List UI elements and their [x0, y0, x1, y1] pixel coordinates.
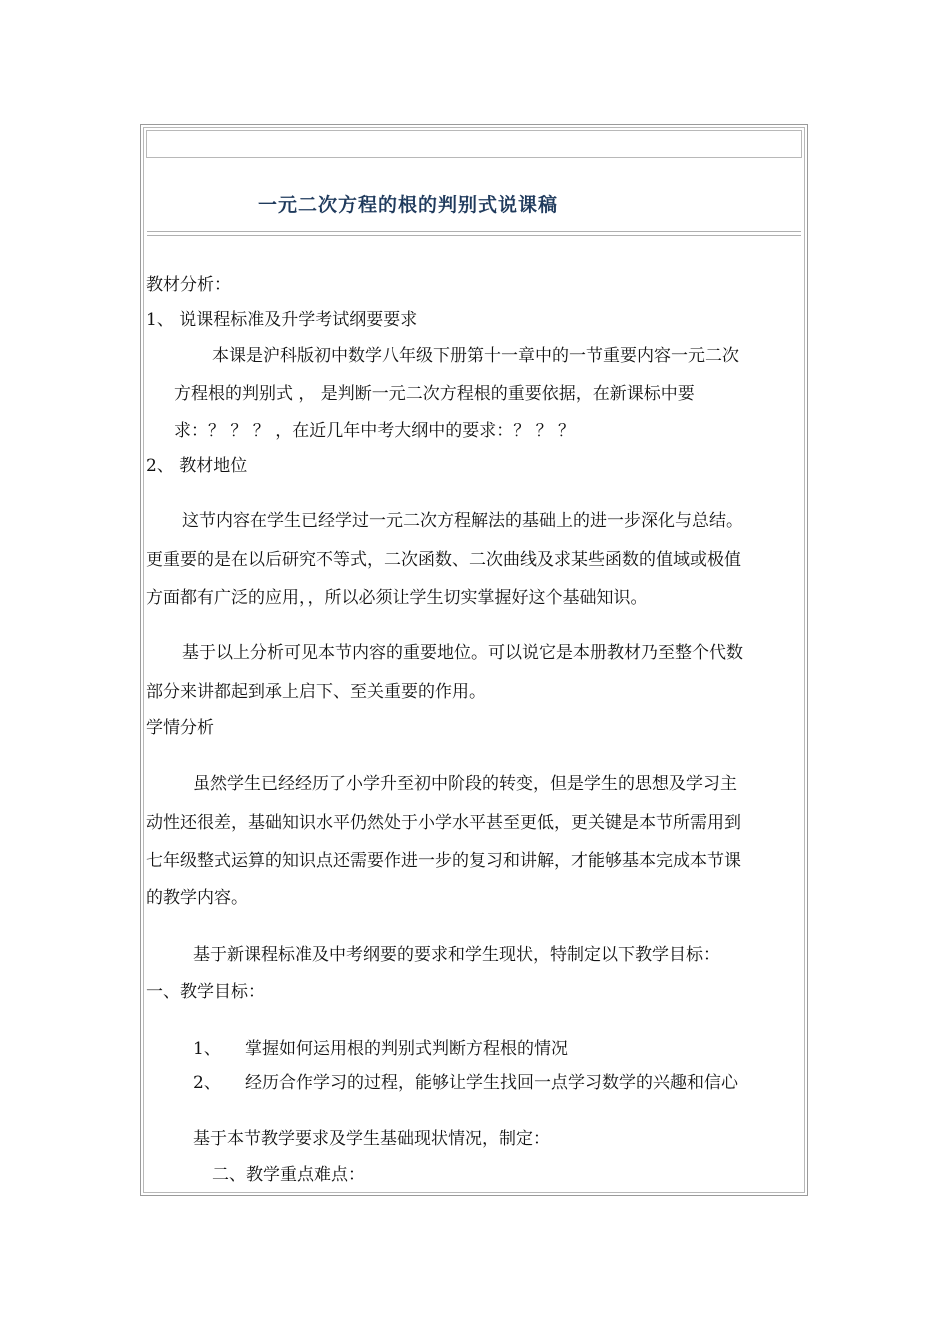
- paragraph-line: 动性还很差，基础知识水平仍然处于小学水平甚至更低，更关键是本节所需用到: [146, 813, 741, 833]
- subsection-heading: 1、 说课程标准及升学考试纲要要求: [146, 310, 418, 330]
- paragraph-line: 的教学内容。: [146, 888, 248, 908]
- paragraph-line: 求：？ ？ ？ ，在近几年中考大纲中的要求：？ ？ ？: [174, 421, 576, 441]
- section-heading: 学情分析: [146, 718, 214, 738]
- paragraph-line: 更重要的是在以后研究不等式，二次函数、二次曲线及求某些函数的值域或极值: [146, 550, 741, 570]
- list-number: 1、: [193, 1039, 221, 1059]
- paragraph-line: 基于新课程标准及中考纲要的要求和学生现状，特制定以下教学目标：: [193, 945, 720, 965]
- title-rule-top: [147, 231, 801, 232]
- section-heading: 二、教学重点难点：: [212, 1165, 365, 1185]
- header-cell: [146, 130, 802, 158]
- paragraph-line: 方程根的判别式 ， 是判断一元二次方程根的重要依据，在新课标中要: [174, 384, 695, 404]
- section-heading: 教材分析：: [146, 275, 231, 295]
- paragraph-line: 部分来讲都起到承上启下、至关重要的作用。: [146, 682, 486, 702]
- list-number: 2、: [193, 1073, 221, 1093]
- page-title: 一元二次方程的根的判别式说课稿: [258, 194, 559, 216]
- paragraph-line: 七年级整式运算的知识点还需要作进一步的复习和讲解，才能够基本完成本节课: [146, 851, 741, 871]
- list-item: 经历合作学习的过程，能够让学生找回一点学习数学的兴趣和信心: [245, 1073, 738, 1093]
- paragraph-line: 这节内容在学生已经学过一元二次方程解法的基础上的进一步深化与总结。: [182, 511, 743, 531]
- section-heading: 一、教学目标：: [146, 982, 265, 1002]
- list-item: 掌握如何运用根的判别式判断方程根的情况: [245, 1039, 568, 1059]
- subsection-heading: 2、 教材地位: [146, 456, 248, 476]
- paragraph-line: 方面都有广泛的应用，，所以必须让学生切实掌握好这个基础知识。: [146, 588, 648, 608]
- paragraph-line: 本课是沪科版初中数学八年级下册第十一章中的一节重要内容一元二次: [212, 346, 739, 366]
- paragraph-line: 基于以上分析可见本节内容的重要地位。可以说它是本册教材乃至整个代数: [182, 643, 743, 663]
- title-rule-bottom: [147, 235, 801, 236]
- paragraph-line: 虽然学生已经经历了小学升至初中阶段的转变，但是学生的思想及学习主: [193, 774, 737, 794]
- paragraph-line: 基于本节教学要求及学生基础现状情况，制定：: [193, 1129, 550, 1149]
